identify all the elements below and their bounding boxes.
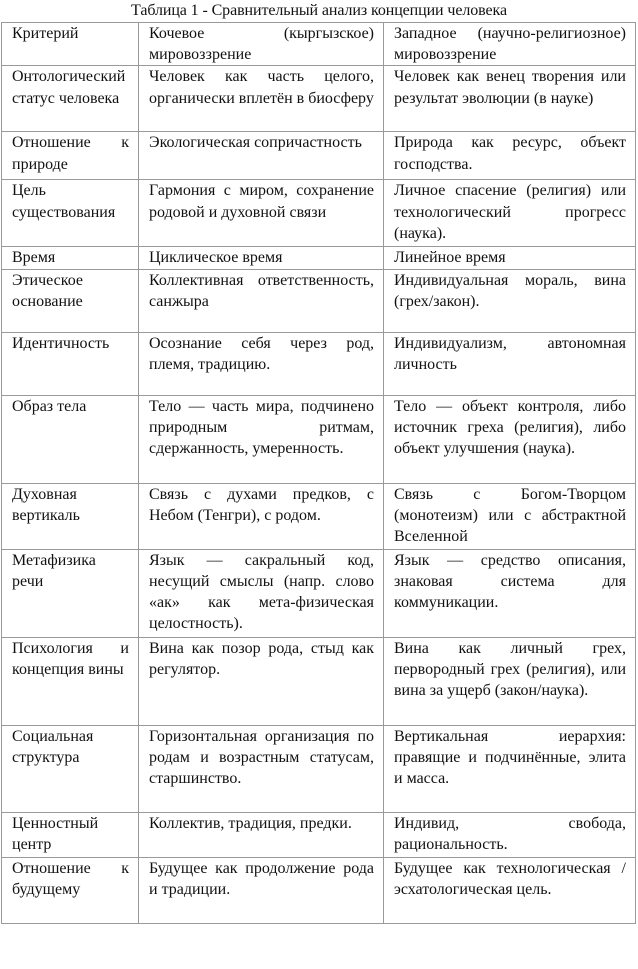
table-row [2,247,636,269]
table-row [2,725,636,812]
table-caption [0,0,638,22]
criterion-cell: Время [2,247,139,269]
nomadic-cell: Связь с духами предков, с Небом (Тенгри), с родом. [139,483,384,549]
criterion-cell: Отношение к будущему [2,857,139,923]
table-row [2,637,636,725]
criterion-cell: Социальная структура [2,725,139,812]
nomadic-cell: Тело — часть мира, подчинено природным ритмам, сдержанность, умеренность. [139,395,384,483]
header-criterion: Критерий [2,23,139,66]
table-row [2,269,636,332]
western-cell: Индивид, свобода, рациональность. [384,812,636,857]
table-row [2,395,636,483]
criterion-cell: Психология и концепция вины [2,637,139,725]
criterion-cell: Метафизика речи [2,549,139,637]
nomadic-cell: Осознание себя через род, племя, традицию. [139,332,384,395]
table-row [2,66,636,132]
nomadic-cell: Коллективная ответственность, санжыра [139,269,384,332]
caption-title: Сравнительный анализ концепции человека [211,2,507,19]
table-row [2,180,636,247]
nomadic-cell: Экологическая сопричастность [139,132,384,180]
nomadic-cell: Гармония с миром, сохранение родовой и духовной связи [139,180,384,247]
table-row [2,332,636,395]
comparison-table [1,22,636,924]
table-row [2,549,636,637]
nomadic-cell: Циклическое время [139,247,384,269]
criterion-cell: Отношение к природе [2,132,139,180]
western-cell: Линейное время [384,247,636,269]
nomadic-cell: Язык — сакральный код, несущий смыслы (напр. слово «ак» как мета-физическая целостность). [139,549,384,637]
western-cell: Язык — средство описания, знаковая система для коммуникации. [384,549,636,637]
western-cell: Индивидуальная мораль, вина (грех/закон). [384,269,636,332]
criterion-cell: Этическое основание [2,269,139,332]
western-cell: Тело — объект контроля, либо источник греха (религия), либо объект улучшения (наука). [384,395,636,483]
western-cell: Личное спасение (религия) или технологический прогресс (наука). [384,180,636,247]
nomadic-cell: Будущее как продолжение рода и традиции. [139,857,384,923]
western-cell: Будущее как технологическая / эсхатологическая цель. [384,857,636,923]
nomadic-cell: Коллектив, традиция, предки. [139,812,384,857]
caption-prefix: Таблица 1 - [131,2,212,19]
western-cell: Связь с Богом-Творцом (монотеизм) или с абстрактной Вселенной [384,483,636,549]
table-row [2,483,636,549]
criterion-cell: Ценностный центр [2,812,139,857]
header-western: Западное (научно-религиозное) мировоззрение [384,23,636,66]
western-cell: Человек как венец творения или результат эволюции (в науке) [384,66,636,132]
criterion-cell: Образ тела [2,395,139,483]
criterion-cell: Духовная вертикаль [2,483,139,549]
western-cell: Вина как личный грех, первородный грех (религия), или вина за ущерб (закон/наука). [384,637,636,725]
table-row [2,812,636,857]
table-row [2,857,636,923]
western-cell: Индивидуализм, автономная личность [384,332,636,395]
nomadic-cell: Человек как часть целого, органически вплетён в биосферу [139,66,384,132]
criterion-cell: Идентичность [2,332,139,395]
table-row [2,132,636,180]
western-cell: Природа как ресурс, объект господства. [384,132,636,180]
criterion-cell: Онтологический статус человека [2,66,139,132]
nomadic-cell: Горизонтальная организация по родам и возрастным статусам, старшинство. [139,725,384,812]
header-nomadic: Кочевое (кыргызское) мировоззрение [139,23,384,66]
criterion-cell: Цель существования [2,180,139,247]
table-header-row [2,23,636,66]
western-cell: Вертикальная иерархия: правящие и подчинённые, элита и масса. [384,725,636,812]
nomadic-cell: Вина как позор рода, стыд как регулятор. [139,637,384,725]
